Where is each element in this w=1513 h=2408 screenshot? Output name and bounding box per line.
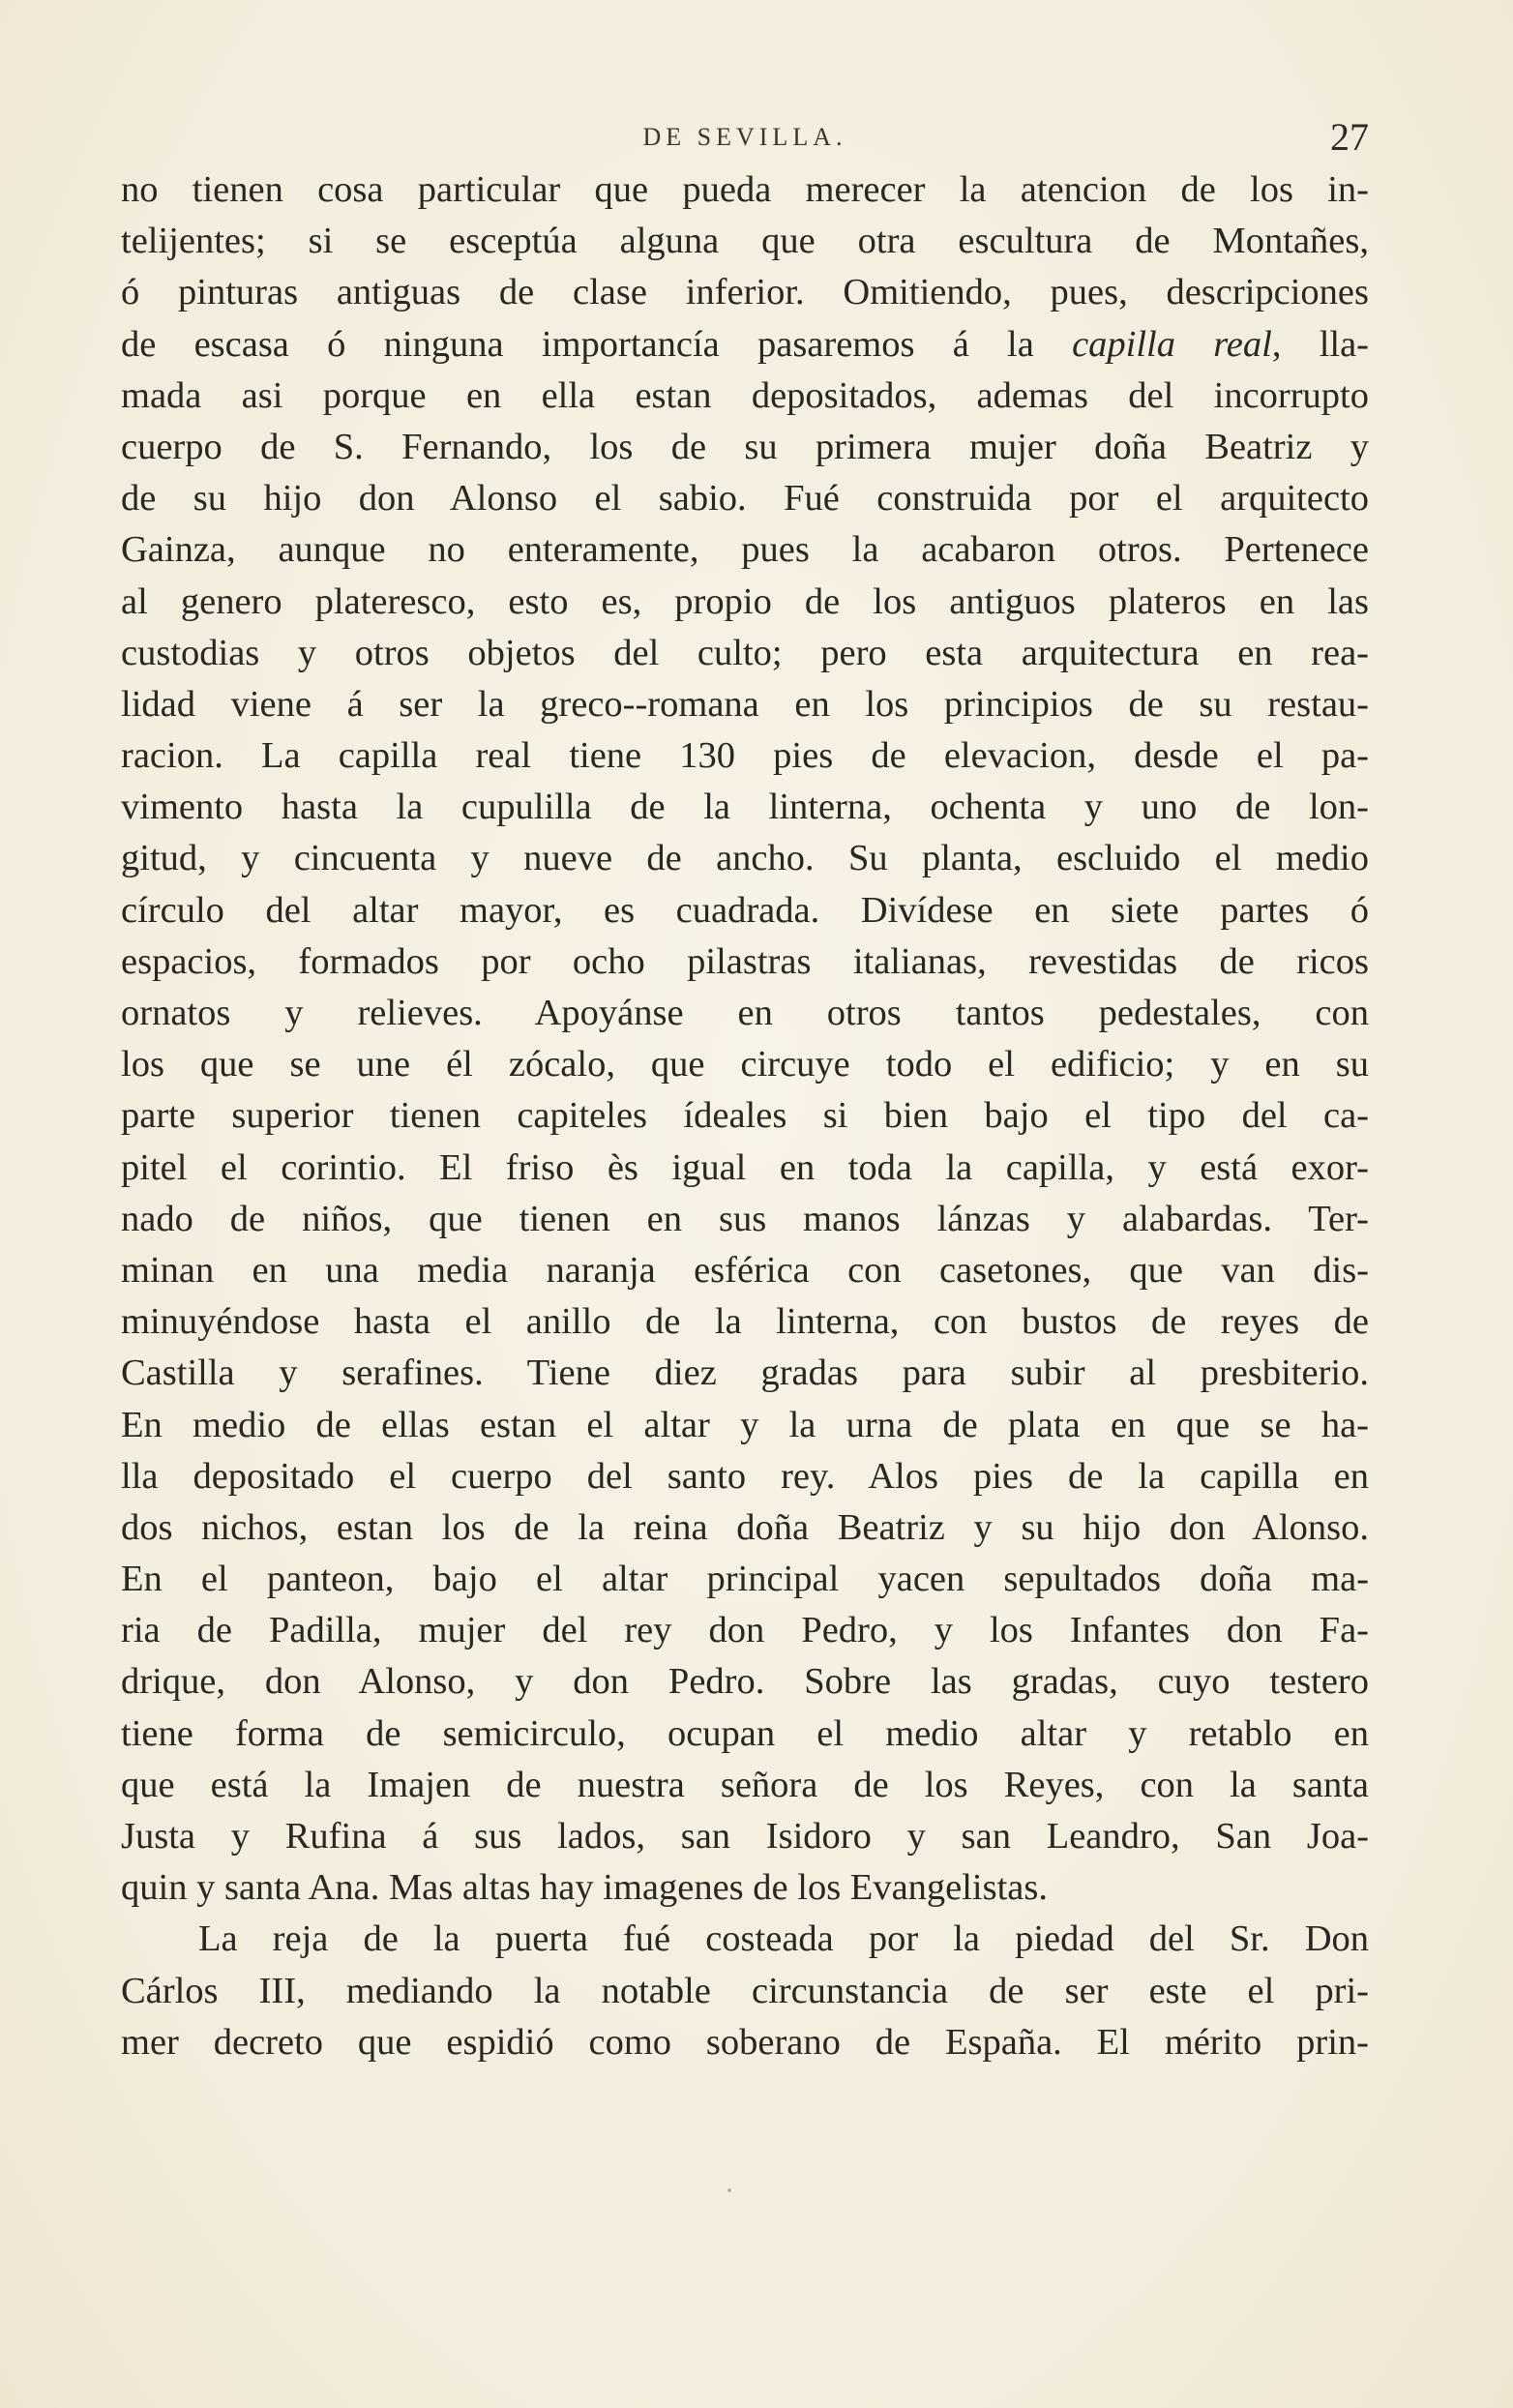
text-line: Gainza, aunque no enteramente, pues la acabaron otros. Pertenece: [121, 529, 1369, 571]
paragraph-first-line: La reja de la puerta fué costeada por la piedad del Sr. Don: [198, 1918, 1369, 1960]
text-line: los que se une él zócalo, que circuye todo el edificio; y en su: [121, 1044, 1369, 1085]
text-line: En medio de ellas estan el altar y la urna de plata en que se ha-: [121, 1404, 1369, 1445]
text-line: racion. La capilla real tiene 130 pies de elevacion, desde el pa-: [121, 735, 1369, 777]
text-line: pitel el corintio. El friso ès igual en toda la capilla, y está exor-: [121, 1146, 1369, 1188]
text-line: que está la Imajen de nuestra señora de los Reyes, con la santa: [121, 1764, 1369, 1805]
text-line: ornatos y relieves. Apoyánse en otros tantos pedestales, con: [121, 993, 1369, 1033]
text-line: Cárlos III, mediando la notable circunstancia de ser este el pri-: [121, 1970, 1369, 2011]
text-line: custodias y otros objetos del culto; pero esta arquitectura en rea-: [121, 632, 1369, 673]
text-line: lidad viene á ser la greco--romana en los principios de su restau-: [121, 683, 1369, 725]
text-line: ria de Padilla, mujer del rey don Pedro, y los Infantes don Fa-: [121, 1610, 1369, 1651]
text-run: , lla-: [1271, 323, 1369, 365]
text-line: no tienen cosa particular que pueda merecer la atencion de los in-: [121, 169, 1369, 210]
text-line: nado de niños, que tienen en sus manos lánzas y alabardas. Ter-: [121, 1198, 1369, 1239]
text-run: de escasa ó ninguna importancía pasaremos á la: [121, 323, 1034, 365]
text-line: Justa y Rufina á sus lados, san Isidoro y san Leandro, San Joa-: [121, 1816, 1369, 1857]
text-line: de su hijo don Alonso el sabio. Fué construida por el arquitecto: [121, 478, 1369, 520]
text-line: minan en una media naranja esférica con casetones, que van dis-: [121, 1249, 1369, 1291]
text-line: telijentes; si se esceptúa alguna que otra escultura de Montañes,: [121, 221, 1369, 262]
text-line: ó pinturas antiguas de clase inferior. Omitiendo, pues, descripciones: [121, 272, 1369, 313]
text-line: tiene forma de semicirculo, ocupan el medio altar y retablo en: [121, 1712, 1369, 1754]
running-title: DE SEVILLA.: [642, 123, 847, 151]
text-line: al genero plateresco, esto es, propio de los antiguos plateros en las: [121, 580, 1369, 622]
paper-speck: [727, 2188, 731, 2192]
text-line: vimento hasta la cupulilla de la linterna, ochenta y uno de lon-: [121, 787, 1369, 828]
page-number: 27: [1330, 115, 1369, 159]
text-line: lla depositado el cuerpo del santo rey. Alos pies de la capilla en: [121, 1455, 1369, 1497]
text-line: [121, 319, 1369, 371]
text-line: mer decreto que espidió como soberano de España. El mérito prin-: [121, 2021, 1369, 2063]
italic-term: capilla real: [1072, 323, 1272, 365]
body-text: [121, 164, 1369, 2068]
text-line: cuerpo de S. Fernando, los de su primera mujer doña Beatriz y: [121, 426, 1369, 467]
running-head: [121, 114, 1369, 161]
text-line: Castilla y serafines. Tiene diez gradas para subir al presbiterio.: [121, 1353, 1369, 1394]
text-line: mada asi porque en ella estan depositados, ademas del incorrupto: [121, 374, 1369, 416]
text-line: parte superior tienen capiteles ídeales si bien bajo el tipo del ca-: [121, 1095, 1369, 1137]
text-line: quin y santa Ana. Mas altas hay imagenes de los Evangelistas.: [121, 1867, 1049, 1909]
text-line: minuyéndose hasta el anillo de la linterna, con bustos de reyes de: [121, 1301, 1369, 1343]
text-line: En el panteon, bajo el altar principal yacen sepultados doña ma-: [121, 1559, 1369, 1600]
text-line: círculo del altar mayor, es cuadrada. Divídese en siete partes ó: [121, 889, 1369, 931]
text-line: gitud, y cincuenta y nueve de ancho. Su planta, escluido el medio: [121, 838, 1369, 879]
text-line: dos nichos, estan los de la reina doña Beatriz y su hijo don Alonso.: [121, 1506, 1369, 1548]
text-line: drique, don Alonso, y don Pedro. Sobre las gradas, cuyo testero: [121, 1661, 1369, 1703]
text-line: espacios, formados por ocho pilastras italianas, revestidas de ricos: [121, 940, 1369, 982]
